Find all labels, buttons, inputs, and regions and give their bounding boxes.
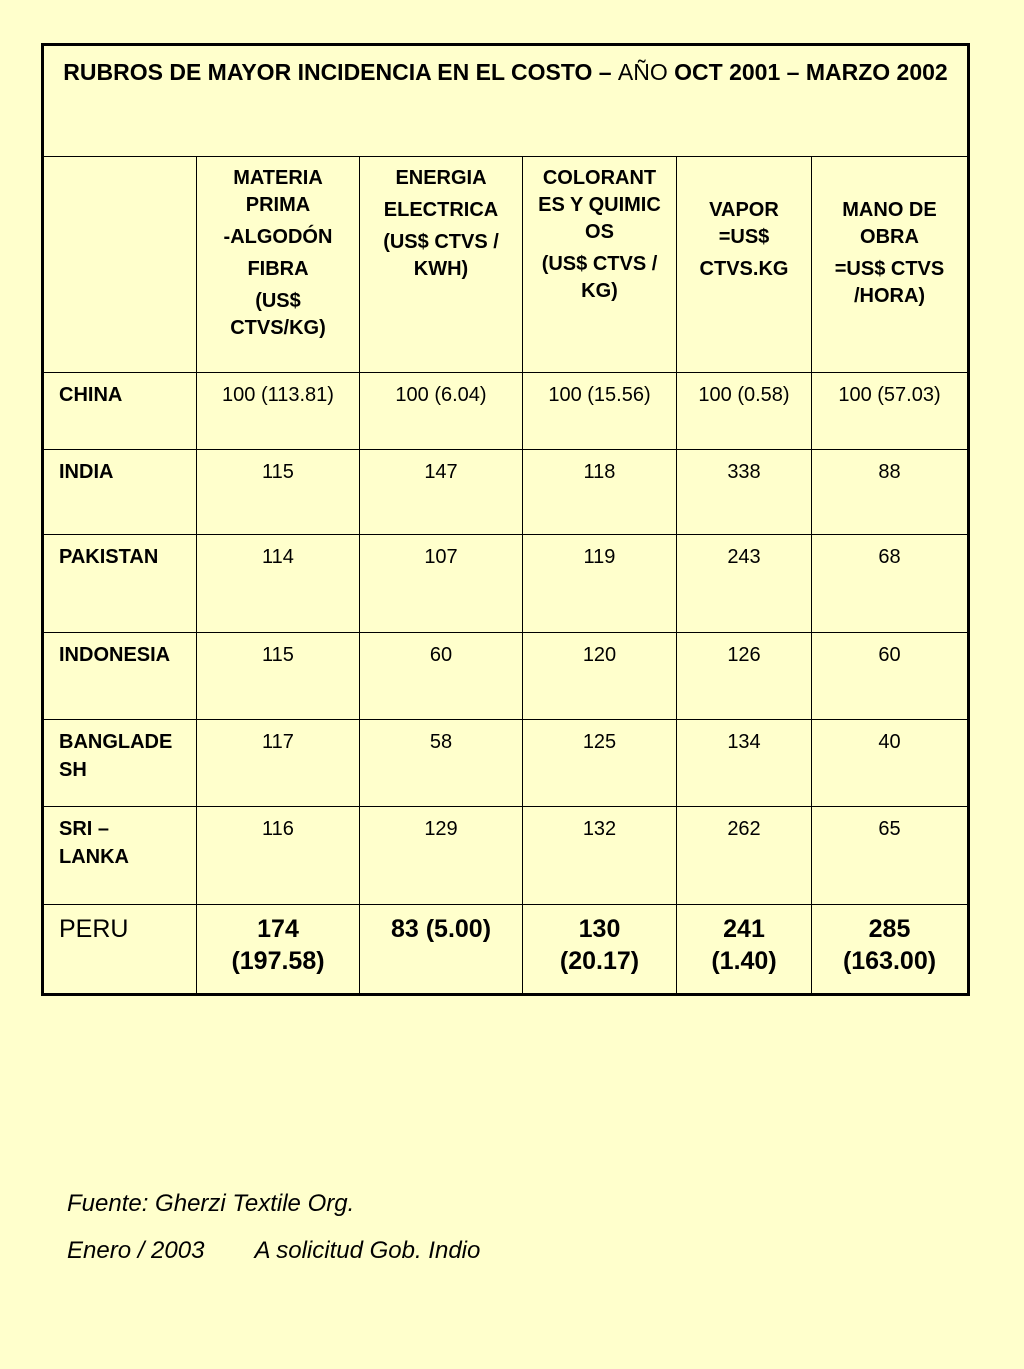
value-cell: 100 (57.03): [812, 373, 969, 450]
table-row: [43, 807, 969, 905]
value-cell: 100 (15.56): [523, 373, 677, 450]
header-line: CTVS.KG: [699, 258, 789, 280]
value-cell: 285 (163.00): [812, 905, 969, 995]
value-cell: 107: [360, 535, 523, 633]
peru-row: [43, 905, 969, 995]
value-cell: 147: [360, 450, 523, 535]
cost-table: [41, 43, 970, 996]
footer-date: Enero / 2003: [67, 1237, 205, 1264]
value-cell: 60: [360, 633, 523, 720]
header-line: ELECTRICA: [383, 199, 499, 221]
header-line: (US$ CTVS/KG): [230, 290, 326, 339]
table-row: [43, 720, 969, 807]
value-cell: 117: [197, 720, 360, 807]
title-light: AÑO: [617, 59, 668, 85]
country-cell: INDONESIA: [43, 633, 197, 720]
country-cell: CHINA: [43, 373, 197, 450]
value-cell: 132: [523, 807, 677, 905]
value-cell: 115: [197, 633, 360, 720]
value-cell: 83 (5.00): [360, 905, 523, 995]
table-row: [43, 373, 969, 450]
value-cell: 119: [523, 535, 677, 633]
table-row: [43, 535, 969, 633]
value-cell: 65: [812, 807, 969, 905]
header-line: =US$ CTVS /HORA): [834, 258, 945, 307]
header-line: -ALGODÓN: [223, 226, 333, 248]
country-cell: PERU: [43, 905, 197, 995]
footer-date-line: [67, 1237, 480, 1265]
country-cell: BANGLADESH: [43, 720, 197, 807]
value-cell: 116: [197, 807, 360, 905]
title-bold-end: OCT 2001 – MARZO 2002: [674, 59, 948, 85]
value-cell: 68: [812, 535, 969, 633]
value-cell: 58: [360, 720, 523, 807]
title-bold: RUBROS DE MAYOR INCIDENCIA EN EL COSTO –: [63, 59, 612, 85]
header-line: ENERGIA: [395, 167, 487, 189]
value-cell: 100 (6.04): [360, 373, 523, 450]
table-title: [43, 45, 969, 157]
value-cell: 114: [197, 535, 360, 633]
value-cell: 338: [677, 450, 812, 535]
value-cell: 130 (20.17): [523, 905, 677, 995]
value-cell: 60: [812, 633, 969, 720]
header-line: COLORANTES Y QUIMICOS: [538, 167, 661, 243]
header-line: VAPOR =US$: [709, 199, 779, 248]
header-line: MATERIA PRIMA: [233, 167, 323, 216]
header-empty-cell: [43, 157, 197, 373]
value-cell: 115: [197, 450, 360, 535]
footer-source: Fuente: Gherzi Textile Org.: [67, 1190, 355, 1217]
value-cell: 100 (113.81): [197, 373, 360, 450]
value-cell: 125: [523, 720, 677, 807]
header-row: [43, 157, 969, 373]
header-mano-de-obra: [812, 157, 969, 373]
header-line: MANO DE OBRA: [842, 199, 937, 248]
table-row: [43, 633, 969, 720]
value-cell: 243: [677, 535, 812, 633]
value-cell: 118: [523, 450, 677, 535]
value-cell: 134: [677, 720, 812, 807]
value-cell: 120: [523, 633, 677, 720]
value-cell: 100 (0.58): [677, 373, 812, 450]
header-line: (US$ CTVS / KG): [541, 253, 658, 302]
header-line: FIBRA: [247, 258, 309, 280]
header-colorantes: [523, 157, 677, 373]
value-cell: 40: [812, 720, 969, 807]
header-line: (US$ CTVS / KWH): [383, 231, 499, 280]
table-row: [43, 450, 969, 535]
country-cell: SRI – LANKA: [43, 807, 197, 905]
value-cell: 262: [677, 807, 812, 905]
header-vapor: [677, 157, 812, 373]
country-cell: INDIA: [43, 450, 197, 535]
value-cell: 126: [677, 633, 812, 720]
value-cell: 129: [360, 807, 523, 905]
value-cell: 241 (1.40): [677, 905, 812, 995]
value-cell: 174 (197.58): [197, 905, 360, 995]
header-materia-prima: [197, 157, 360, 373]
header-energia: [360, 157, 523, 373]
footer-request: A solicitud Gob. Indio: [254, 1237, 481, 1264]
value-cell: 88: [812, 450, 969, 535]
country-cell: PAKISTAN: [43, 535, 197, 633]
